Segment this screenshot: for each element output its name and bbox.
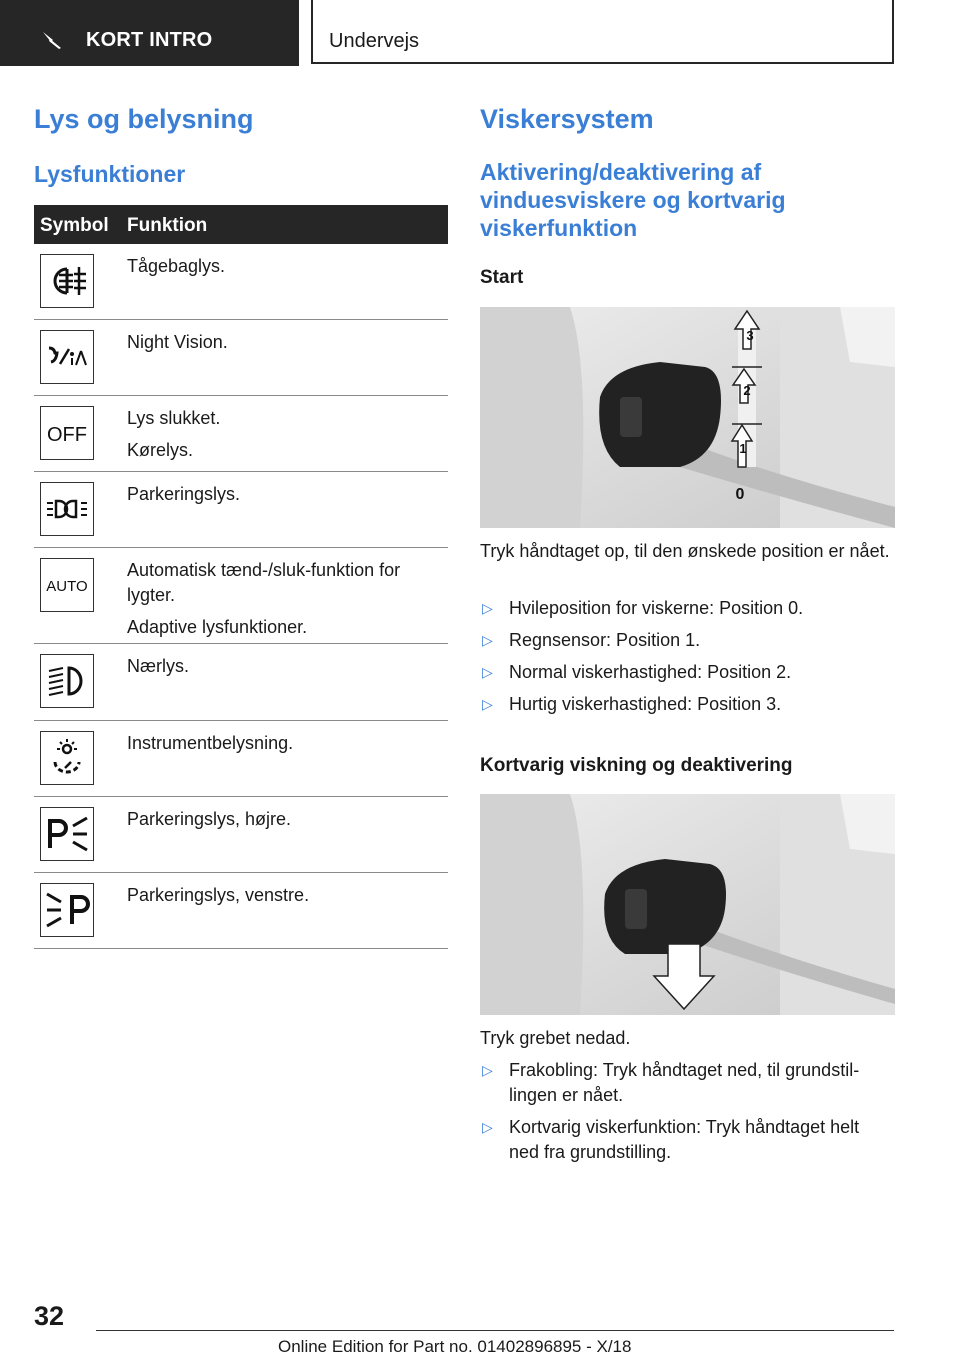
instruction-text: Tryk håndtaget op, til den ønskede position er nået. bbox=[480, 541, 890, 561]
short-wipe-heading: Kortvarig viskning og deaktivering bbox=[480, 755, 793, 776]
wiper-lever-up-photo bbox=[480, 307, 895, 528]
low-beam-icon bbox=[41, 655, 93, 707]
function-text: Instrumentbelysning. bbox=[127, 733, 294, 753]
start-heading: Start bbox=[480, 267, 524, 288]
function-text: Parkeringslys, højre. bbox=[127, 809, 292, 829]
footer-divider bbox=[96, 1330, 894, 1331]
table-row bbox=[34, 548, 448, 644]
function-text: Parkeringslys, venstre. bbox=[127, 885, 310, 905]
function-text: Night Vision. bbox=[127, 332, 228, 352]
page-number: 32 bbox=[34, 1301, 65, 1331]
table-row bbox=[34, 721, 448, 797]
edition-footer: Online Edition for Part no. 01402896895 - X/18 bbox=[278, 1337, 632, 1356]
table-header bbox=[34, 205, 448, 244]
parking-light-right-icon bbox=[41, 808, 93, 860]
section-title: Lys og belysning bbox=[34, 104, 254, 134]
tools-icon bbox=[40, 30, 64, 50]
bullet-marker: ▷ bbox=[482, 664, 493, 680]
bullet-marker: ▷ bbox=[482, 632, 493, 648]
table-row bbox=[34, 797, 448, 873]
chapter-tab[interactable] bbox=[0, 0, 299, 66]
table-row bbox=[34, 396, 448, 472]
instrument-lighting-icon bbox=[41, 732, 93, 784]
function-text: Kørelys. bbox=[127, 440, 194, 460]
svg-text:AUTO: AUTO bbox=[46, 578, 88, 595]
table-row bbox=[34, 320, 448, 396]
table-row bbox=[34, 472, 448, 548]
section-title: Viskersystem bbox=[480, 104, 654, 134]
bullet-marker: ▷ bbox=[482, 1062, 493, 1078]
function-text: Automatisk tænd-/sluk-funktion for lygter. bbox=[127, 560, 401, 605]
function-text: Adaptive lysfunktioner. bbox=[127, 617, 308, 637]
section-subtitle: Aktivering/deaktivering af vinduesviskere og kortvarig viskerfunktion bbox=[480, 159, 786, 241]
page-header bbox=[0, 0, 960, 66]
lights-off-icon bbox=[41, 407, 93, 459]
wiper-lever-down-photo bbox=[480, 794, 895, 1015]
parking-lights-icon bbox=[41, 483, 93, 535]
position-label-3: 3 bbox=[746, 328, 754, 343]
position-label-1: 1 bbox=[739, 441, 747, 456]
function-text: Tågebaglys. bbox=[127, 256, 226, 276]
function-text: Parkeringslys. bbox=[127, 484, 241, 504]
parking-light-left-icon bbox=[41, 884, 93, 936]
column-header-function: Funktion bbox=[127, 215, 208, 236]
position-label-0: 0 bbox=[735, 486, 745, 503]
section-tab[interactable] bbox=[311, 0, 894, 64]
section-tab-label: Undervejs bbox=[329, 30, 420, 52]
instruction-text: Tryk grebet nedad. bbox=[480, 1028, 631, 1048]
function-text: Lys slukket. bbox=[127, 408, 221, 428]
column-header-symbol: Symbol bbox=[40, 215, 109, 236]
bullet-marker: ▷ bbox=[482, 600, 493, 616]
light-functions-table bbox=[34, 205, 448, 949]
table-row bbox=[34, 244, 448, 320]
bullet-marker: ▷ bbox=[482, 696, 493, 712]
night-vision-icon bbox=[41, 331, 93, 383]
table-row bbox=[34, 644, 448, 721]
position-label-2: 2 bbox=[743, 383, 751, 398]
bullet-marker: ▷ bbox=[482, 1119, 493, 1135]
svg-text:OFF: OFF bbox=[47, 424, 87, 446]
auto-lights-icon bbox=[41, 559, 93, 611]
rear-fog-light-icon bbox=[41, 255, 93, 307]
function-text: Nærlys. bbox=[127, 656, 189, 676]
chapter-tab-label: KORT INTRO bbox=[86, 29, 213, 51]
section-subtitle: Lysfunktioner bbox=[34, 161, 186, 187]
table-row bbox=[34, 873, 448, 949]
